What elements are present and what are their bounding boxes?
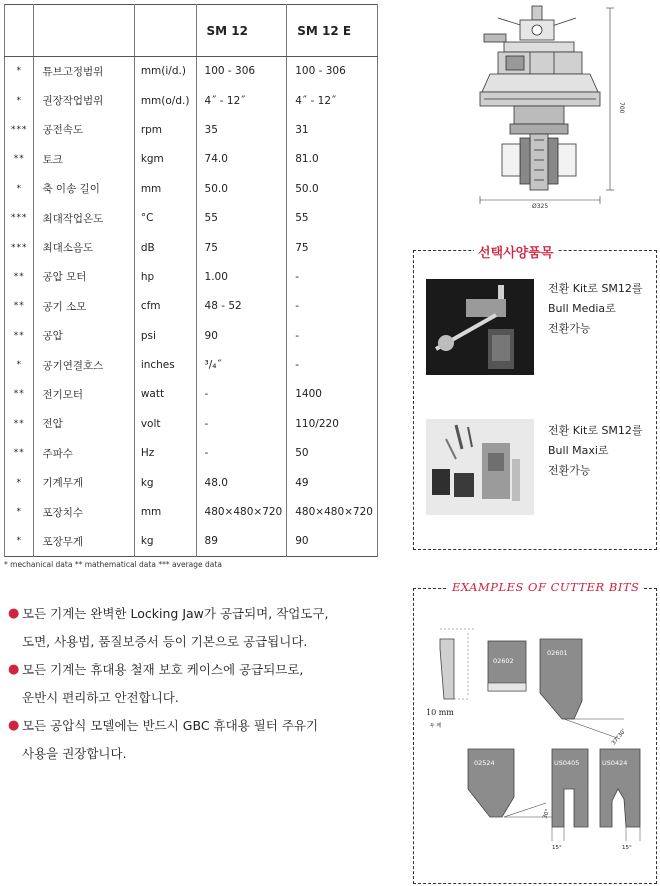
- cutter-bit-label: 02602: [493, 657, 514, 665]
- table-row: [5, 527, 378, 556]
- drawing-width-label: Ø325: [532, 203, 549, 210]
- spec-name: 최대작업온도: [34, 203, 134, 232]
- spec-name: 공전속도: [34, 115, 134, 144]
- spec-value-sm12: 48 - 52: [196, 292, 287, 321]
- options-box: [413, 246, 657, 550]
- spec-stars: ***: [5, 115, 34, 144]
- spec-value-sm12e: 55: [287, 203, 378, 232]
- option-line: 전환 Kit로 SM12를: [548, 282, 643, 295]
- spec-value-sm12: 100 - 306: [196, 57, 287, 86]
- spec-unit: inches: [134, 350, 196, 379]
- spec-value-sm12e: 110/220: [287, 409, 378, 438]
- spec-name: 기계무게: [34, 468, 134, 497]
- spec-name: 포장무게: [34, 527, 134, 556]
- table-row: [5, 409, 378, 438]
- spec-value-sm12: 50.0: [196, 174, 287, 203]
- header-model-sm12: SM 12: [196, 5, 287, 57]
- spec-value-sm12e: 50.0: [287, 174, 378, 203]
- spec-stars: *: [5, 350, 34, 379]
- header-name: [34, 5, 134, 57]
- note-line: 모든 기계는 완벽한 Locking Jaw가 공급되며, 작업도구,: [22, 606, 329, 621]
- spec-stars: *: [5, 497, 34, 526]
- option-line: 전환가능: [548, 322, 591, 335]
- table-row: [5, 380, 378, 409]
- spec-name: 튜브고정범위: [34, 57, 134, 86]
- spec-name: 주파수: [34, 439, 134, 468]
- spec-name: 공기 소모: [34, 292, 134, 321]
- cutter-bits-box: [413, 580, 657, 884]
- cutter-bits-title: EXAMPLES OF CUTTER BITS: [448, 580, 643, 594]
- conversion-kit-photo: [426, 419, 534, 515]
- spec-stars: **: [5, 145, 34, 174]
- angle-label: 30°: [542, 808, 552, 820]
- spec-value-sm12: 55: [196, 203, 287, 232]
- header-model-sm12e: SM 12 E: [287, 5, 378, 57]
- note-line: 도면, 사용법, 품질보증서 등이 기본으로 공급됩니다.: [22, 634, 308, 649]
- spec-unit: Hz: [134, 439, 196, 468]
- spec-value-sm12e: -: [287, 350, 378, 379]
- spec-value-sm12e: 31: [287, 115, 378, 144]
- notes-list: [8, 600, 378, 768]
- spec-value-sm12e: 81.0: [287, 145, 378, 174]
- table-row: [5, 86, 378, 115]
- spec-unit: watt: [134, 380, 196, 409]
- spec-unit: mm(i/d.): [134, 57, 196, 86]
- bullet-icon: ●: [8, 662, 20, 677]
- spec-name: 축 이송 길이: [34, 174, 134, 203]
- table-row: [5, 321, 378, 350]
- note-line: 운반시 편리하고 안전합니다.: [22, 690, 179, 705]
- spec-name: 포장치수: [34, 497, 134, 526]
- table-legend: * mechanical data ** mathematical data *** average data: [4, 560, 222, 569]
- spec-name: 공압 모터: [34, 262, 134, 291]
- header-stars: [5, 5, 34, 57]
- header-unit: [134, 5, 196, 57]
- spec-stars: ***: [5, 233, 34, 262]
- spec-unit: mm(o/d.): [134, 86, 196, 115]
- note-line: 모든 공압식 모델에는 반드시 GBC 휴대용 필터 주유기: [22, 718, 319, 733]
- spec-name: 토크: [34, 145, 134, 174]
- note-item: [8, 712, 378, 768]
- spec-name: 전압: [34, 409, 134, 438]
- cutter-bit-label: US0424: [602, 759, 628, 767]
- option-line: Bull Media로: [548, 302, 616, 315]
- option-line: 전환가능: [548, 464, 591, 477]
- angle-label: 15°: [552, 845, 562, 851]
- spec-name: 공압: [34, 321, 134, 350]
- spec-value-sm12e: 49: [287, 468, 378, 497]
- table-row: [5, 350, 378, 379]
- table-row: [5, 203, 378, 232]
- spec-value-sm12e: 4˝ - 12˝: [287, 86, 378, 115]
- spec-value-sm12: 35: [196, 115, 287, 144]
- thickness-label: 10 mm: [426, 708, 454, 717]
- spec-unit: psi: [134, 321, 196, 350]
- option-line: 전환 Kit로 SM12를: [548, 424, 643, 437]
- spec-table: [4, 4, 378, 557]
- option-line: Bull Maxi로: [548, 444, 609, 457]
- conversion-kit-photo: [426, 279, 534, 375]
- spec-stars: *: [5, 86, 34, 115]
- spec-unit: °C: [134, 203, 196, 232]
- spec-stars: **: [5, 321, 34, 350]
- table-row: [5, 233, 378, 262]
- spec-value-sm12e: -: [287, 262, 378, 291]
- table-row: [5, 115, 378, 144]
- table-row: [5, 468, 378, 497]
- spec-name: 최대소음도: [34, 233, 134, 262]
- spec-value-sm12e: 1400: [287, 380, 378, 409]
- spec-stars: ***: [5, 203, 34, 232]
- spec-unit: rpm: [134, 115, 196, 144]
- spec-stars: *: [5, 174, 34, 203]
- spec-value-sm12: -: [196, 380, 287, 409]
- bullet-icon: ●: [8, 606, 20, 621]
- spec-table-body: [5, 57, 378, 557]
- spec-stars: **: [5, 439, 34, 468]
- table-row: [5, 497, 378, 526]
- spec-value-sm12: 1.00: [196, 262, 287, 291]
- note-line: 사용을 권장합니다.: [22, 746, 127, 761]
- option-description-2: [548, 421, 643, 481]
- spec-value-sm12e: 90: [287, 527, 378, 556]
- spec-value-sm12: 4˝ - 12˝: [196, 86, 287, 115]
- bullet-icon: ●: [8, 718, 20, 733]
- table-row: [5, 174, 378, 203]
- cutter-bits-drawing: [414, 589, 658, 885]
- note-line: 모든 기계는 휴대용 철재 보호 케이스에 공급되므로,: [22, 662, 304, 677]
- option-description-1: [548, 279, 643, 339]
- spec-value-sm12: -: [196, 409, 287, 438]
- spec-value-sm12e: 50: [287, 439, 378, 468]
- note-item: [8, 656, 378, 712]
- angle-label: 37°30': [610, 728, 628, 747]
- machine-drawing: [470, 4, 630, 210]
- spec-stars: *: [5, 527, 34, 556]
- table-row: [5, 439, 378, 468]
- spec-stars: **: [5, 292, 34, 321]
- spec-unit: mm: [134, 174, 196, 203]
- angle-label: 15°: [622, 845, 632, 851]
- spec-value-sm12e: 480×480×720: [287, 497, 378, 526]
- spec-value-sm12e: 75: [287, 233, 378, 262]
- spec-value-sm12: 75: [196, 233, 287, 262]
- spec-unit: kg: [134, 468, 196, 497]
- spec-stars: **: [5, 409, 34, 438]
- spec-name: 권장작업범위: [34, 86, 134, 115]
- spec-value-sm12: ³/₄˝: [196, 350, 287, 379]
- spec-stars: **: [5, 262, 34, 291]
- spec-value-sm12e: -: [287, 321, 378, 350]
- options-title: 선택사양품목: [474, 242, 557, 261]
- spec-unit: cfm: [134, 292, 196, 321]
- spec-name: 공기연결호스: [34, 350, 134, 379]
- spec-value-sm12: 90: [196, 321, 287, 350]
- spec-unit: kg: [134, 527, 196, 556]
- spec-value-sm12: 48.0: [196, 468, 287, 497]
- table-header-row: [5, 5, 378, 57]
- note-item: [8, 600, 378, 656]
- cutter-bit-label: 02601: [547, 649, 568, 657]
- spec-unit: kgm: [134, 145, 196, 174]
- thickness-sub-label: 두 께: [430, 723, 442, 729]
- spec-value-sm12: 74.0: [196, 145, 287, 174]
- cutter-bit-label: US0405: [554, 759, 580, 767]
- table-row: [5, 262, 378, 291]
- spec-unit: volt: [134, 409, 196, 438]
- spec-value-sm12: -: [196, 439, 287, 468]
- spec-value-sm12e: 100 - 306: [287, 57, 378, 86]
- spec-unit: dB: [134, 233, 196, 262]
- table-row: [5, 57, 378, 86]
- drawing-height-label: 700: [618, 102, 625, 114]
- spec-stars: *: [5, 57, 34, 86]
- spec-unit: mm: [134, 497, 196, 526]
- spec-value-sm12: 89: [196, 527, 287, 556]
- cutter-bit-label: 02524: [474, 759, 495, 767]
- spec-unit: hp: [134, 262, 196, 291]
- spec-stars: **: [5, 380, 34, 409]
- spec-value-sm12: 480×480×720: [196, 497, 287, 526]
- spec-stars: *: [5, 468, 34, 497]
- table-row: [5, 292, 378, 321]
- spec-value-sm12e: -: [287, 292, 378, 321]
- spec-name: 전기모터: [34, 380, 134, 409]
- table-row: [5, 145, 378, 174]
